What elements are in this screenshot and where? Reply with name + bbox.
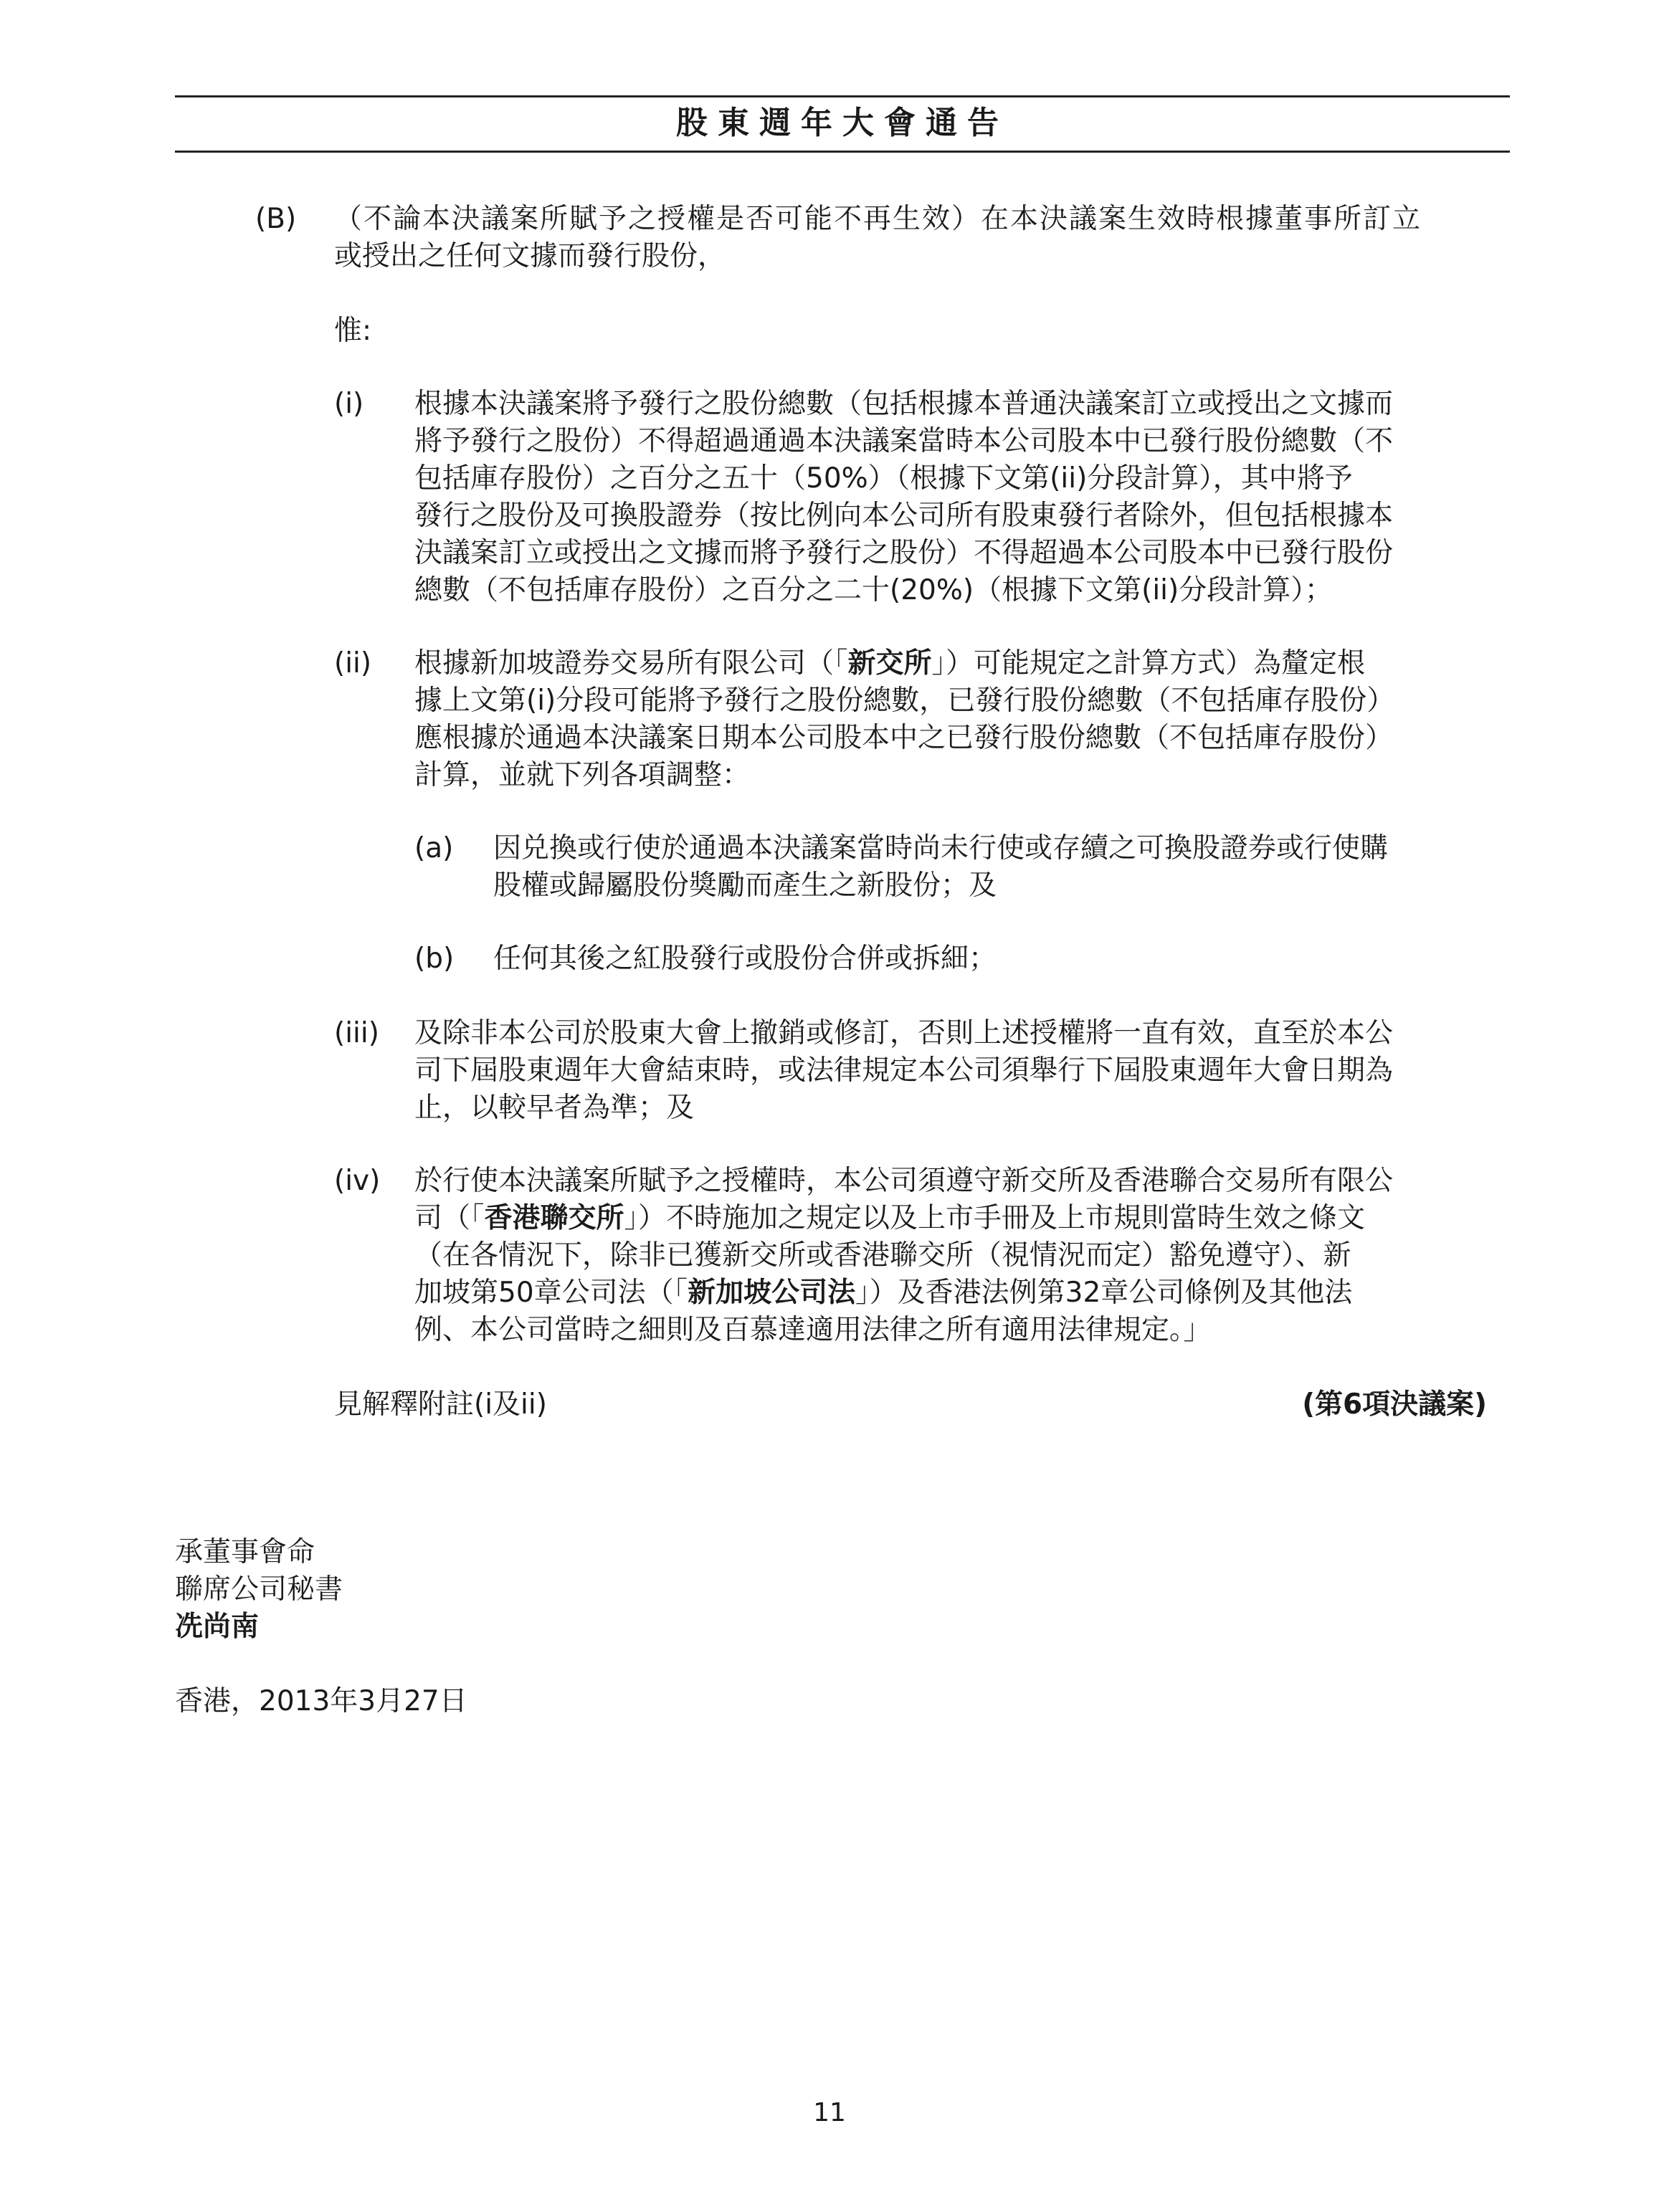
item-iv-line2-post: 」）不時施加之規定以及上市手冊及上市規則當時生效之條文 <box>624 1202 1366 1234</box>
item-i-line: 將予發行之股份）不得超過通過本決議案當時本公司股本中已發行股份總數（不 <box>414 425 1394 457</box>
header-bottom-rule <box>175 151 1510 153</box>
item-ii-line: 計算，並就下列各項調整： <box>414 759 751 791</box>
item-iv-line <box>414 1274 1393 1312</box>
page-number: 11 <box>813 2098 846 2127</box>
item-iv-line: （在各情況下，除非已獲新交所或香港聯交所（視情況而定）豁免遵守）、新 <box>414 1239 1351 1272</box>
provided-label: 惟: <box>334 315 372 347</box>
item-ii-line: 據上文第(i)分段可能將予發行之股份總數，已發行股份總數（不包括庫存股份） <box>414 685 1395 717</box>
section-b-line: （不論本決議案所賦予之授權是否可能不再生效）在本決議案生效時根據董事所訂立 <box>334 203 1422 235</box>
item-ii-a-label: (a) <box>414 832 454 864</box>
defined-term-hkex: 香港聯交所 <box>484 1202 624 1234</box>
item-ii-text <box>414 645 1394 794</box>
item-ii-line1-post: 」）可能規定之計算方式）為釐定根 <box>931 647 1366 680</box>
section-b-label: (B) <box>255 203 297 235</box>
item-i-line: 總數（不包括庫存股份）之百分之二十(20%)（根據下文第(ii)分段計算）； <box>414 574 1333 606</box>
item-i-line: 發行之股份及可換股證券（按比例向本公司所有股東發行者除外，但包括根據本 <box>414 500 1394 532</box>
item-iv-line: 於行使本決議案所賦予之授權時，本公司須遵守新交所及香港聯合交易所有限公 <box>414 1165 1394 1197</box>
resolution-reference: (第6項決議案) <box>1302 1388 1487 1421</box>
item-i-line: 根據本決議案將予發行之股份總數（包括根據本普通決議案訂立或授出之文據而 <box>414 388 1394 420</box>
item-iv-label: (iv) <box>334 1165 381 1197</box>
item-iii-text <box>414 1015 1393 1127</box>
item-ii-line <box>414 645 1394 682</box>
notes-reference: 見解釋附註(i及ii) <box>334 1388 547 1421</box>
signature-block <box>175 1534 343 1646</box>
item-ii-a-line: 股權或歸屬股份獎勵而產生之新股份；及 <box>493 869 997 902</box>
item-ii-line1-pre: 根據新加坡證券交易所有限公司（「 <box>414 647 848 680</box>
item-iv-line2-pre: 司（「 <box>414 1202 485 1234</box>
item-iv-text <box>414 1163 1393 1349</box>
defined-term-companies-act: 新加坡公司法 <box>688 1277 856 1309</box>
item-i-line: 決議案訂立或授出之文據而將予發行之股份）不得超過本公司股本中已發行股份 <box>414 537 1394 569</box>
page-title: 股東週年大會通告 <box>676 105 1009 141</box>
item-iv-line4-pre: 加坡第50章公司法（「 <box>414 1277 688 1309</box>
item-ii-a-line: 因兑換或行使於通過本決議案當時尚未行使或存續之可換股證券或行使購 <box>493 832 1389 864</box>
item-iii-line: 及除非本公司於股東大會上撤銷或修訂，否則上述授權將一直有效，直至於本公 <box>414 1017 1394 1049</box>
item-ii-a-text <box>493 830 1388 905</box>
item-iii-line: 司下屆股東週年大會結束時，或法律規定本公司須舉行下屆股東週年大會日期為 <box>414 1054 1394 1087</box>
item-ii-b-line: 任何其後之紅股發行或股份合併或拆細； <box>493 943 997 975</box>
item-iii-line: 止，以較早者為準；及 <box>414 1092 695 1124</box>
item-ii-line: 應根據於通過本決議案日期本公司股本中之已發行股份總數（不包括庫存股份） <box>414 722 1394 754</box>
item-ii-label: (ii) <box>334 647 372 680</box>
section-b-text <box>334 201 1422 275</box>
item-ii-b-text <box>493 940 997 978</box>
item-ii-b-label: (b) <box>414 943 455 975</box>
item-iv-line4-post: 」）及香港法例第32章公司條例及其他法 <box>855 1277 1353 1309</box>
item-i-label: (i) <box>334 388 364 420</box>
signature-line-order: 承董事會命 <box>175 1536 315 1568</box>
item-iv-line <box>414 1200 1393 1237</box>
header-top-rule <box>175 95 1510 97</box>
section-b-line: 或授出之任何文據而發行股份， <box>334 240 726 272</box>
item-i-line: 包括庫存股份）之百分之五十（50%）（根據下文第(ii)分段計算），其中將予 <box>414 462 1353 495</box>
signatory-name: 冼尚南 <box>175 1611 260 1643</box>
place-date: 香港，2013年3月27日 <box>175 1685 467 1717</box>
defined-term-sgx: 新交所 <box>847 647 932 680</box>
signature-line-title: 聯席公司秘書 <box>175 1573 343 1606</box>
item-iv-line: 例、本公司當時之細則及百慕達適用法律之所有適用法律規定。」 <box>414 1314 1212 1346</box>
item-iii-label: (iii) <box>334 1017 379 1049</box>
item-i-text <box>414 386 1393 609</box>
